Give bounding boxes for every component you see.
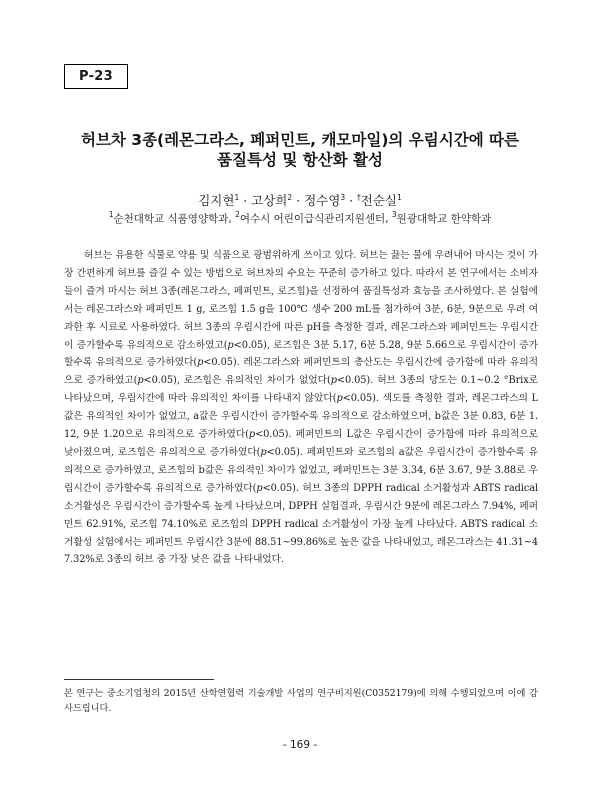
affiliation-mark: 1 bbox=[108, 210, 114, 219]
p-value-symbol: p bbox=[248, 429, 256, 441]
affiliation-list: $^1$순천대학교 식품영양학과, $^2$여수시 어린이급식관리지원센터, $^3$원광대학교 한약학과 bbox=[108, 210, 492, 225]
abstract-text: . 페퍼민트의 L값은 우림시간이 증가함에 따라 유의적으로 낮아졌으며, 로즈힙은 유의적으로 증가하였다( bbox=[64, 429, 538, 458]
p-value-threshold: <0.05) bbox=[233, 339, 267, 351]
p-value-symbol: p bbox=[260, 446, 267, 458]
abstract-text: . 색도를 측정한 결과, 레몬그라스의 L값은 유의적인 차이가 없었고, a값은 우림시간이 증가할수록 유의적으로 감소하였으며, b값은 3분 0.83, 6분 1.12, 9분 1.20으로 유의적으로 증가하였다( bbox=[64, 393, 538, 441]
p-value-symbol: p bbox=[137, 375, 144, 387]
p-value-symbol: p bbox=[197, 357, 204, 369]
author-separator: · bbox=[292, 193, 305, 208]
abstract-text: , 로즈힙은 유의적인 차이가 없었다( bbox=[176, 375, 331, 387]
author-list bbox=[40, 190, 560, 209]
paper-title-line-2: 품질특성 및 항산화 활성 bbox=[217, 151, 383, 169]
author-name: 전순실 bbox=[360, 193, 397, 208]
p-value-symbol: p bbox=[336, 393, 343, 405]
p-value-threshold: <0.05) bbox=[266, 446, 300, 458]
author-separator: · bbox=[239, 193, 252, 208]
author-affiliation-mark: 1 bbox=[397, 193, 402, 202]
page-number: - 169 - bbox=[282, 739, 318, 751]
author-separator: · bbox=[345, 193, 358, 208]
affiliation: 여수시 어린이급식관리지원센터 bbox=[239, 213, 386, 225]
abstract-text: . 허브 3종의 DPPH radical 소거활성과 ABTS radical 소거활성은 우림시간이 증가할수록 높게 나타났으며, DPPH 실험결과, 우림시간 9분에 레몬그라스 7.94%, 페퍼민트 62.91%, 로즈힙 74.10%로 로즈힙의 DPPH radical 소거활성이 가장 높게 나타났다. ABTS radical 소거활성 실험에서는 페퍼민트 우림시간 3분에 88.51~99.86%로 높은 값을 나타내었고, 레몬그라스는 41.31~47.32%로 3종의 허브 중 가장 낮은 값을 나타내었다. bbox=[64, 482, 538, 566]
author-name: 고상희 bbox=[251, 193, 288, 208]
p-value-symbol: p bbox=[256, 482, 263, 494]
p-value-threshold: <0.05) bbox=[143, 375, 177, 387]
p-value-threshold: <0.05) bbox=[203, 357, 237, 369]
author-affiliation-mark: 1 bbox=[234, 193, 240, 202]
footnote-rule bbox=[64, 679, 214, 680]
p-value-threshold: <0.05) bbox=[342, 393, 376, 405]
affiliation: 원광대학교 한약학과 bbox=[396, 213, 492, 225]
p-value-threshold: <0.05) bbox=[336, 375, 371, 387]
affiliation-mark: 3 bbox=[391, 210, 397, 219]
p-value-symbol: p bbox=[330, 375, 337, 387]
p-value-threshold: <0.05) bbox=[255, 429, 289, 441]
affiliation-mark: 2 bbox=[235, 210, 240, 219]
abstract-text: . 페퍼민트와 로즈힙의 a값은 우림시간이 증가할수록 유의적으로 증가하였고, 로즈힙의 b값은 유의적인 차이가 없었고, 페퍼민트는 3분 3.34, 6분 3.67, 9분 3.88로 우림시간이 증가할수록 유의적으로 증가하였다( bbox=[64, 446, 538, 494]
funding-footnote: 본 연구는 중소기업청의 2015년 산학연협력 기술개발 사업의 연구비지원(C0352179)에 의해 수행되었으며 이에 감사드립니다. bbox=[64, 688, 538, 714]
affiliation: 순천대학교 식품영양학과 bbox=[113, 213, 229, 225]
abstract-text: . 허브 3종의 당도는 0.1~0.2 °Brix로 나타났으며, 우림시간에 따라 유의적인 차이를 나타내지 않았다( bbox=[64, 375, 538, 405]
p-value-symbol: p bbox=[227, 339, 234, 351]
author-name: 정수영 bbox=[304, 193, 341, 208]
author-affiliation-mark: 3 bbox=[340, 193, 346, 202]
author-name: 김지현 bbox=[198, 193, 235, 208]
abstract-text: , 로즈힙은 3분 5.17, 6분 5.28, 9분 5.66으로 우림시간이 증가할수록 유의적으로 증가하였다( bbox=[64, 339, 538, 369]
abstract-text: 허브는 유용한 식물로 약용 및 식품으로 광범위하게 쓰이고 있다. 허브는 끓는 물에 우려내어 마시는 것이 가장 간편하게 허브를 즐길 수 있는 방법으로 허브차의 수요는 꾸준히 증가하고 있다. 따라서 본 연구에서는 소비자들이 즐겨 마시는 허브 3종(레몬그라스, 페퍼민트, 로즈힙)을 선정하여 품질특성과 효능을 조사하였다. 본 실험에서는 레몬그라스와 페퍼민트 1 g, 로즈힙 1.5 g을 100℃ 생수 200 mL를 첨가하여 3분, 6분, 9분으로 우려 여과한 후 시료로 사용하였다. 허브 3종의 우림시간에 따른 pH를 측정한 결과, 레몬그라스와 페퍼민트는 우림시간이 증가할수록 유의적으로 감소하였고( bbox=[64, 250, 538, 351]
abstract-text: . 레몬그라스와 페퍼민트의 총산도는 우림시간에 증가함에 따라 유의적으로 증가하였고( bbox=[64, 357, 538, 387]
paper-title-line-1: 허브차 3종(레몬그라스, 페퍼민트, 캐모마일)의 우림시간에 따른 bbox=[80, 131, 520, 149]
p-value-threshold: <0.05) bbox=[262, 482, 296, 494]
author-affiliation-mark: 2 bbox=[287, 193, 293, 202]
corresponding-author-mark: † bbox=[357, 193, 361, 202]
poster-id-badge: P-23 bbox=[64, 64, 128, 89]
abstract-body bbox=[64, 247, 538, 569]
